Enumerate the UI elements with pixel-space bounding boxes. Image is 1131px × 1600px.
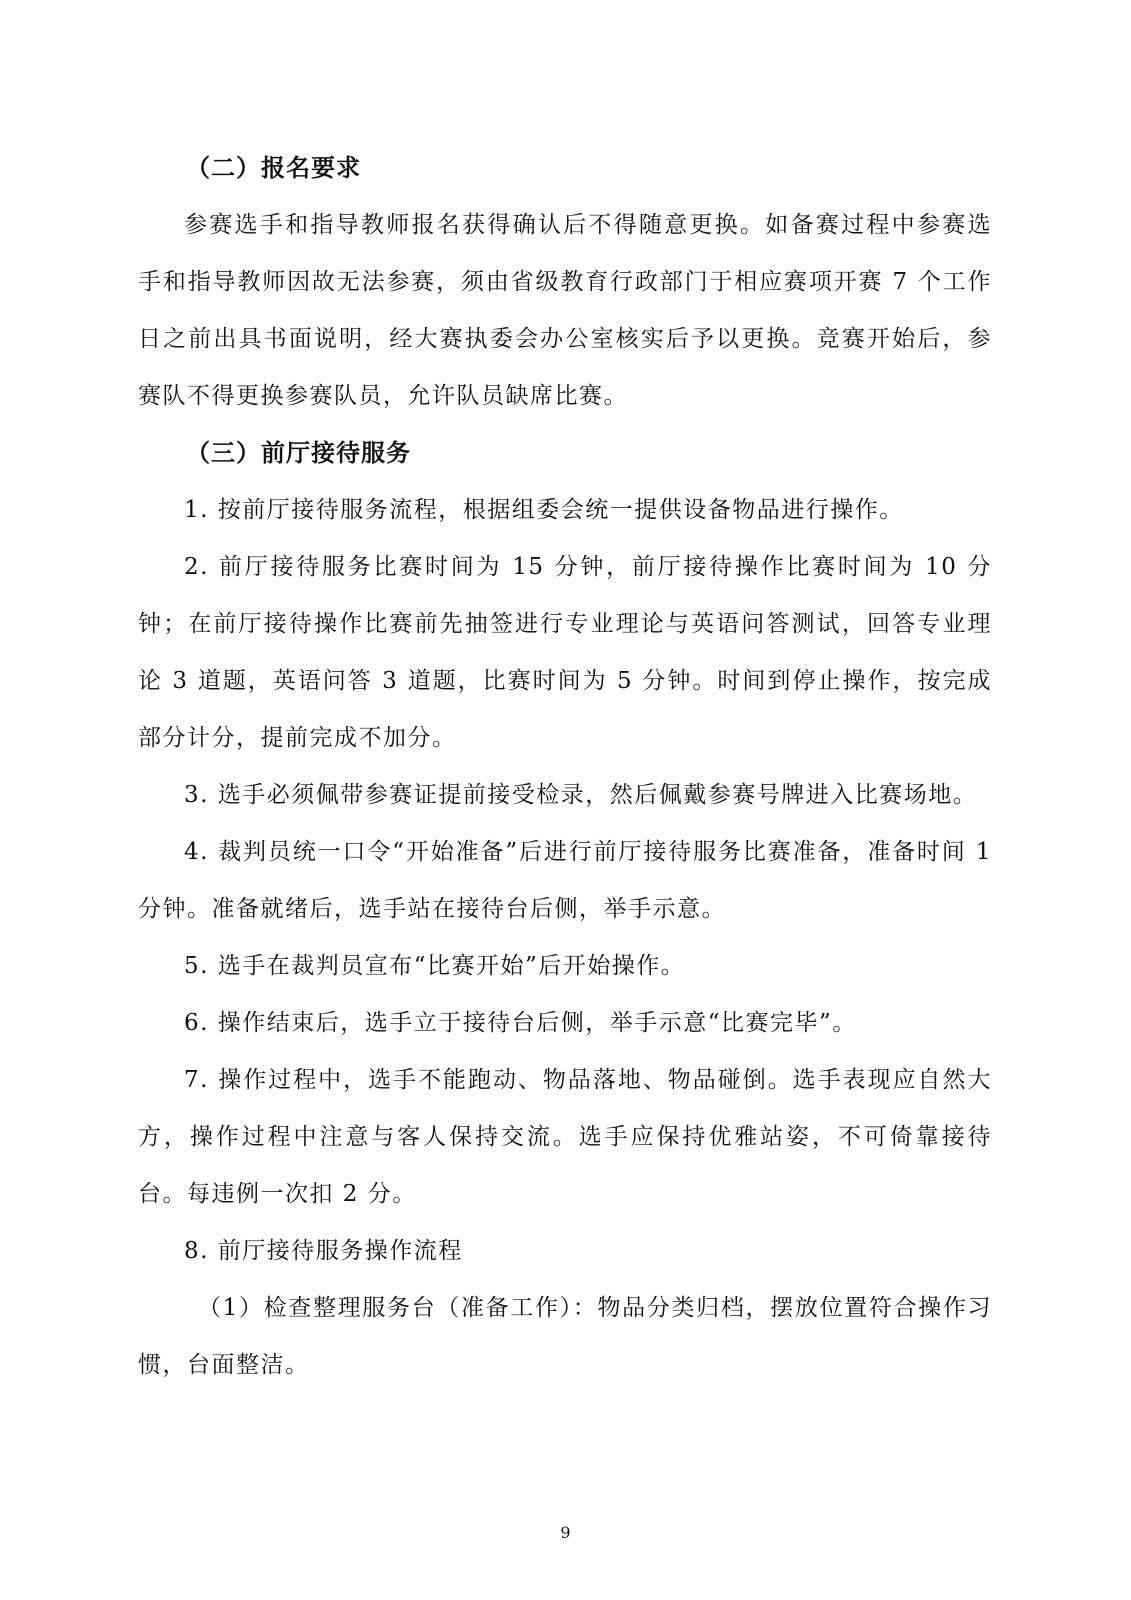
paragraph-item-5: 5. 选手在裁判员宣布“比赛开始”后开始操作。 bbox=[184, 953, 686, 979]
paragraph-registration-requirements: 参赛选手和指导教师报名获得确认后不得随意更换。如备赛过程中参赛选手和指导教师因故无法参赛，须由省级教育行政部门于相应赛项开赛 7 个工作日之前出具书面说明，经大赛执委会办公室核实后予以更换。竞赛开始后，参赛队不得更换参赛队员，允许队员缺席比赛。 bbox=[138, 212, 992, 409]
paragraph-item-2: 2. 前厅接待服务比赛时间为 15 分钟，前厅接待操作比赛时间为 10 分钟；在前厅接待操作比赛前先抽签进行专业理论与英语问答测试，回答专业理论 3 道题，英语问答 3 道题，比赛时间为 5 分钟。时间到停止操作，按完成部分计分，提前完成不加分。 bbox=[138, 554, 992, 751]
paragraph-item-8: 8. 前厅接待服务操作流程 bbox=[184, 1238, 463, 1264]
paragraph-item-7: 7. 操作过程中，选手不能跑动、物品落地、物品碰倒。选手表现应自然大方，操作过程中注意与客人保持交流。选手应保持优雅站姿，不可倚靠接待台。每违例一次扣 2 分。 bbox=[138, 1067, 992, 1207]
section-heading-front-desk: （三）前厅接待服务 bbox=[186, 439, 411, 467]
section-heading-registration: （二）报名要求 bbox=[186, 154, 361, 182]
page-content bbox=[138, 140, 992, 1394]
paragraph-item-1: 1. 按前厅接待服务流程，根据组委会统一提供设备物品进行操作。 bbox=[184, 497, 904, 523]
paragraph-item-4: 4. 裁判员统一口令“开始准备”后进行前厅接待服务比赛准备，准备时间 1 分钟。准备就绪后，选手站在接待台后侧，举手示意。 bbox=[138, 839, 992, 922]
paragraph-item-8-1: （1）检查整理服务台（准备工作）：物品分类归档，摆放位置符合操作习惯，台面整洁。 bbox=[138, 1295, 992, 1378]
paragraph-item-3: 3. 选手必须佩带参赛证提前接受检录，然后佩戴参赛号牌进入比赛场地。 bbox=[184, 782, 978, 808]
paragraph-item-6: 6. 操作结束后，选手立于接待台后侧，举手示意“比赛完毕”。 bbox=[184, 1010, 857, 1036]
page-number: 9 bbox=[560, 1523, 571, 1542]
